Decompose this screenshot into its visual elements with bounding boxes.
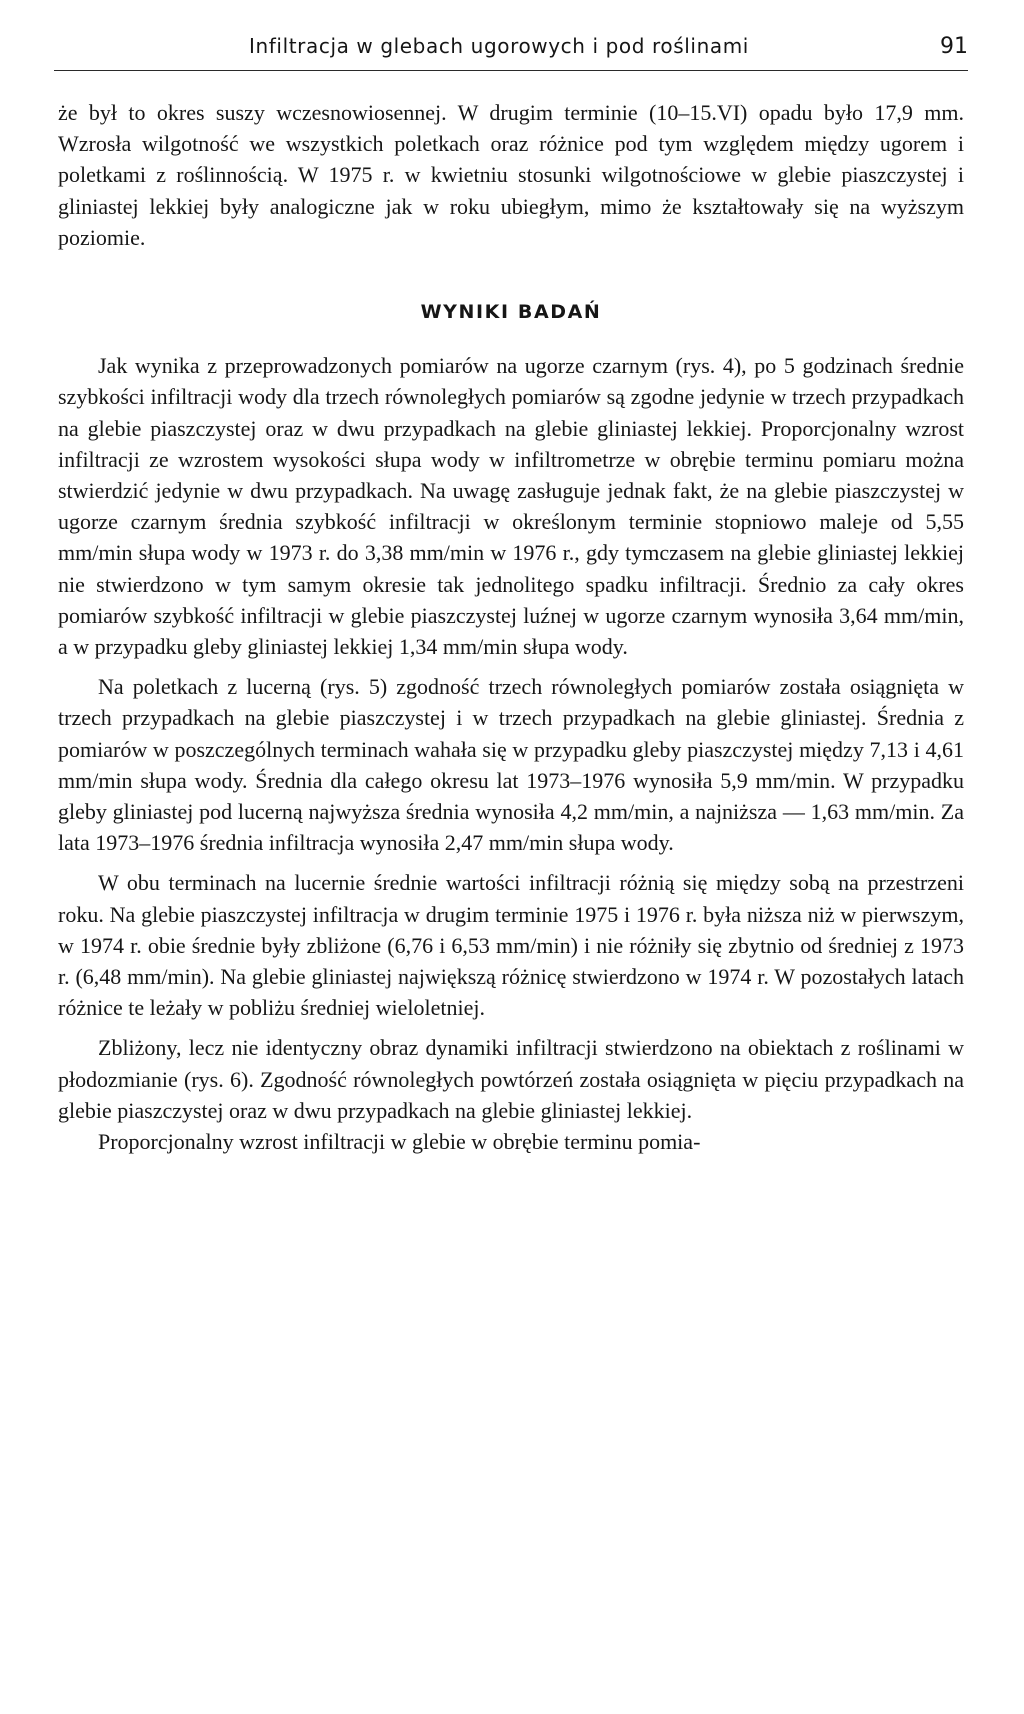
body-text	[58, 97, 964, 1157]
paragraph: Zbliżony, lecz nie identyczny obraz dynamiki infiltracji stwierdzono na obiektach z roślinami w płodozmianie (rys. 6). Zgodność równoległych powtórzeń została osiągnięta w pięciu przypadkach na glebie piaszczystej oraz w dwu przypadkach na glebie gliniastej lekkiej.	[58, 1035, 964, 1123]
paragraph-continued: że był to okres suszy wczesnowiosennej. W drugim terminie (10–15.VI) opadu było 17,9 mm. Wzrosła wilgotność we wszystkich poletkach oraz różnice pod tym względem między ugorem i poletkami z roślinnością. W 1975 r. w kwietniu stosunki wilgotnościowe w glebie piaszczystej i gliniastej lekkiej były analogiczne jak w roku ubiegłym, mimo że kształtowały się na wyższym poziomie.	[58, 100, 964, 250]
spacer	[58, 1023, 964, 1032]
spacer	[58, 858, 964, 867]
running-title: Infiltracja w glebach ugorowych i pod roślinami	[249, 34, 749, 58]
spacer	[58, 328, 964, 350]
paragraph: W obu terminach na lucernie średnie wartości infiltracji różnią się między sobą na przestrzeni roku. Na glebie piaszczystej infiltracja w drugim terminie 1975 i 1976 r. była niższa niż w pierwszym, w 1974 r. obie średnie były zbliżone (6,76 i 6,53 mm/min) i nie różniły się zbytnio od średniej z 1973 r. (6,48 mm/min). Na glebie gliniastej największą różnicę stwierdzono w 1974 r. W pozostałych latach różnice te leżały w pobliżu średniej wieloletniej.	[58, 870, 964, 1021]
page-number: 91	[940, 34, 968, 59]
spacer	[58, 662, 964, 671]
running-header	[54, 30, 968, 71]
paragraph: Na poletkach z lucerną (rys. 5) zgodność trzech równoległych pomiarów została osiągnięta w trzech przypadkach na glebie piaszczystej i w trzech przypadkach na glebie gliniastej. Średnia z pomiarów w poszczególnych terminach wahała się w przypadku gleby piaszczystej między 7,13 i 4,61 mm/min słupa wody. Średnia dla całego okresu lat 1973–1976 wynosiła 5,9 mm/min. W przypadku gleby gliniastej pod lucerną najwyższa średnia wynosiła 4,2 mm/min, a najniższa — 1,63 mm/min. Za lata 1973–1976 średnia infiltracja wynosiła 2,47 mm/min słupa wody.	[58, 674, 964, 856]
spacer	[58, 253, 964, 297]
section-heading: WYNIKI BADAŃ	[420, 301, 602, 324]
paragraph-truncated: Proporcjonalny wzrost infiltracji w glebie w obrębie terminu pomia-	[98, 1129, 701, 1155]
paragraph: Jak wynika z przeprowadzonych pomiarów na ugorze czarnym (rys. 4), po 5 godzinach średnie szybkości infiltracji wody dla trzech równoległych pomiarów są zgodne jedynie w trzech przypadkach na glebie piaszczystej oraz w dwu przypadkach na glebie gliniastej lekkiej. Proporcjonalny wzrost infiltracji ze wzrostem wysokości słupa wody w infiltrometrze w obrębie terminu pomiaru można stwierdzić jedynie w dwu przypadkach. Na uwagę zasługuje jednak fakt, że na glebie piaszczystej w ugorze czarnym średnia szybkość infiltracji w określonym terminie stopniowo maleje od 5,55 mm/min słupa wody w 1973 r. do 3,38 mm/min w 1976 r., gdy tymczasem na glebie gliniastej lekkiej nie stwierdzono w tym samym okresie tak jednolitego spadku infiltracji. Średnio za cały okres pomiarów szybkość infiltracji w glebie piaszczystej luźnej w ugorze czarnym wynosiła 3,64 mm/min, a w przypadku gleby gliniastej lekkiej 1,34 mm/min słupa wody.	[58, 353, 964, 660]
